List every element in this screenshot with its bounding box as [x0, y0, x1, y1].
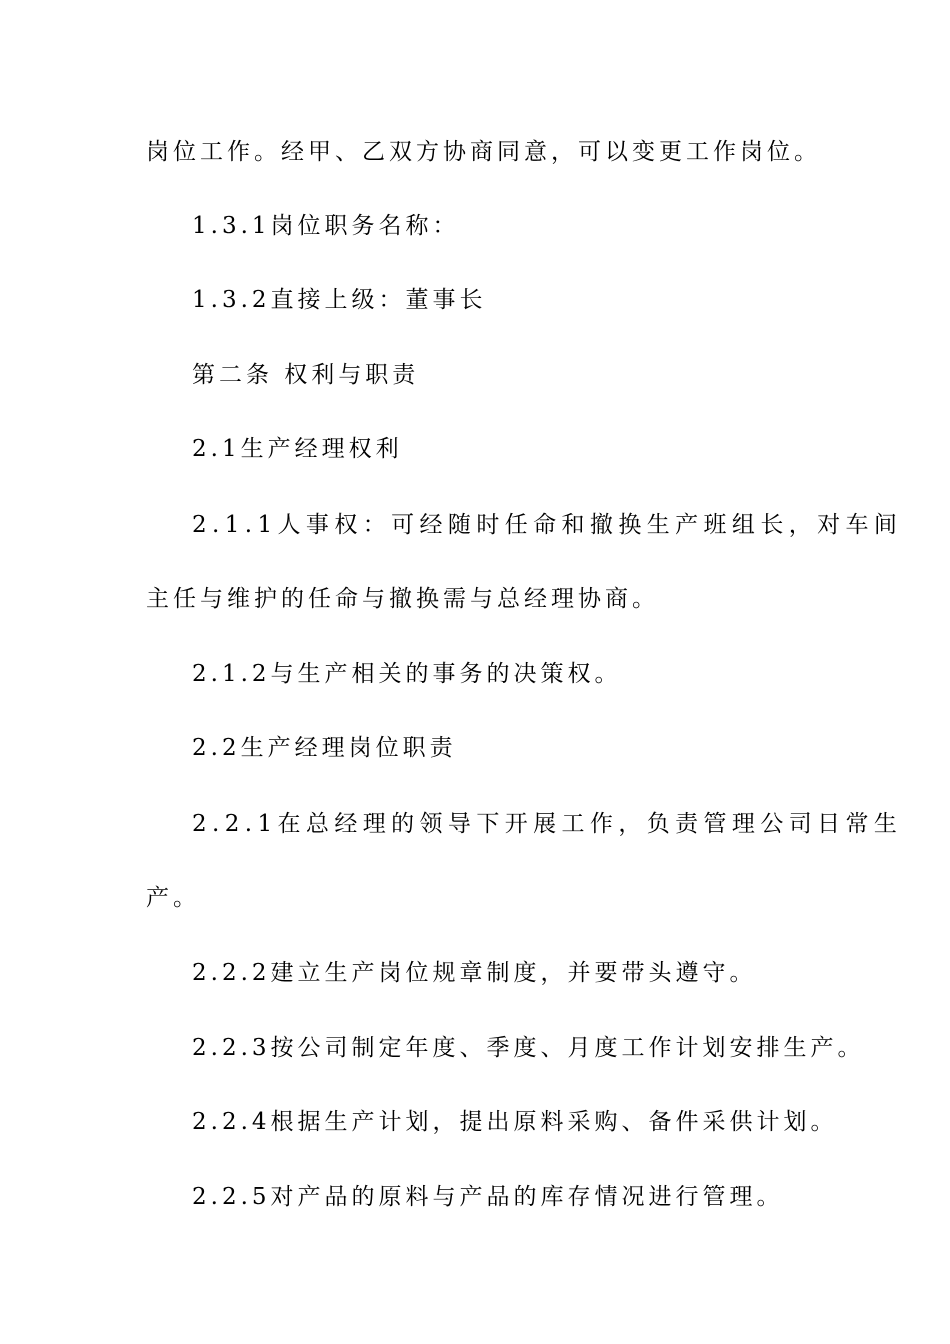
- paragraph-line: 1.3.1岗位职务名称：: [192, 213, 460, 239]
- paragraph-line: 1.3.2直接上级：董事长: [192, 287, 487, 313]
- paragraph-line: 主任与维护的任命与撤换需与总经理协商。: [146, 586, 659, 612]
- paragraph-line: 2.2.5对产品的原料与产品的库存情况进行管理。: [192, 1184, 784, 1210]
- paragraph-line: 2.1.2与生产相关的事务的决策权。: [192, 661, 622, 687]
- paragraph-line: 2.2.3按公司制定年度、季度、月度工作计划安排生产。: [192, 1035, 865, 1061]
- paragraph-line: 2.1.1人事权：可经随时任命和撤换生产班组长，对车间: [192, 512, 903, 538]
- paragraph-line: 2.2.1在总经理的领导下开展工作，负责管理公司日常生: [192, 811, 903, 837]
- paragraph-line: 产。: [146, 885, 200, 911]
- subsection-heading: 2.1生产经理权利: [192, 436, 403, 462]
- paragraph-line: 岗位工作。经甲、乙双方协商同意，可以变更工作岗位。: [146, 139, 821, 165]
- section-heading: 第二条 权利与职责: [192, 362, 420, 388]
- paragraph-line: 2.2.4根据生产计划，提出原料采购、备件采供计划。: [192, 1109, 838, 1135]
- paragraph-line: 2.2.2建立生产岗位规章制度，并要带头遵守。: [192, 960, 757, 986]
- subsection-heading: 2.2生产经理岗位职责: [192, 735, 457, 761]
